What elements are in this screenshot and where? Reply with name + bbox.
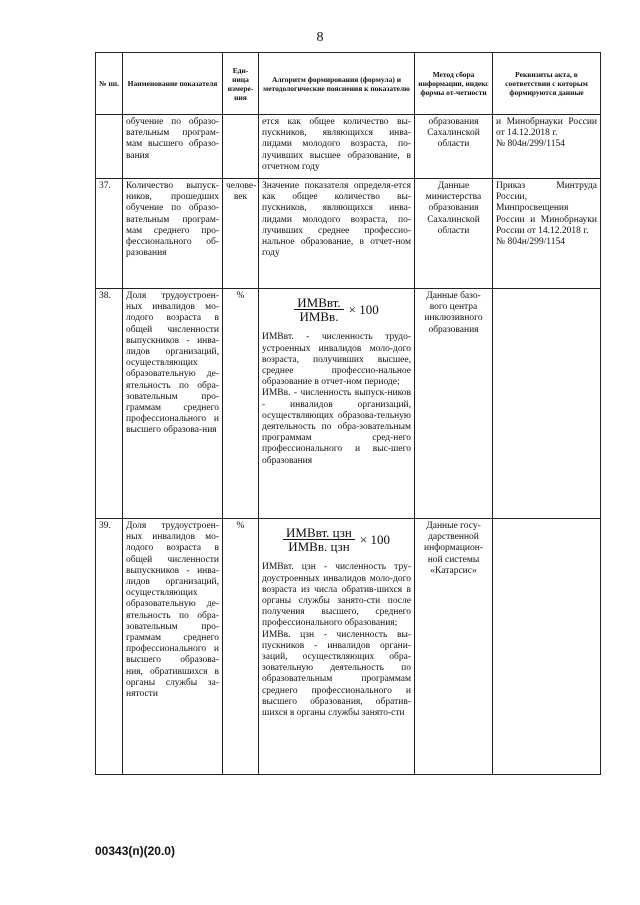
indicator-name: обучение по образо-вательным програм-мам высшего образо-вания	[123, 115, 223, 179]
header-method: Метод сбора информации, индекс формы от-четности	[415, 53, 493, 115]
header-unit: Еди-ница измере-ния	[223, 53, 259, 115]
row-num: 37.	[96, 179, 123, 289]
indicator-method: Данные базо-вого центра инклюзивного образования	[415, 289, 493, 519]
indicator-requisites	[493, 289, 601, 519]
row-num: 39.	[96, 519, 123, 775]
indicator-requisites: Приказ Минтруда России, Минпросвещения России и Минобрнауки России от 14.12.2018 г. № 804н/299/1154	[493, 179, 601, 289]
formula-fraction	[294, 295, 343, 325]
indicator-algorithm: Значение показателя определя-ется как общее количество вы-пускников, являющихся инва-лидами молодого возраста, по-лучивших среднее профессио-нальное образование, в отчет-ном году	[259, 179, 415, 289]
indicator-algorithm-cell	[259, 289, 415, 519]
header-requisites: Реквизиты акта, в соответствии с которым формируются данные	[493, 53, 601, 115]
header-num: № пп.	[96, 53, 123, 115]
indicator-method: Данные госу-дарственной информацион-ной системы «Катарсис»	[415, 519, 493, 775]
header-algorithm: Алгоритм формирования (формула) и методологические пояснения к показателю	[259, 53, 415, 115]
formula-numerator: ИМВвт. цзн	[283, 527, 355, 540]
indicator-unit: %	[223, 289, 259, 519]
table-header-row	[96, 53, 601, 115]
row-num	[96, 115, 123, 179]
table-row	[96, 115, 601, 179]
indicators-table	[95, 52, 601, 775]
formula-multiplier: × 100	[348, 302, 379, 318]
indicator-unit: %	[223, 519, 259, 775]
page-number: 8	[316, 30, 324, 45]
row-num: 38.	[96, 289, 123, 519]
indicator-unit: челове-век	[223, 179, 259, 289]
formula-denominator: ИМВв.	[299, 309, 339, 325]
formula	[262, 295, 411, 325]
formula-numerator: ИМВвт.	[294, 297, 343, 310]
indicator-name: Доля трудоустроен-ных инвалидов мо-лодого возраста в общей численности выпускников - инва-лидов организаций, осуществляющих образовательную де-ятельность по обра-зовательным про-граммам среднего профессионального и высшего образова-ния, обратившихся в органы службы за-нятости	[123, 519, 223, 775]
indicator-requisites	[493, 519, 601, 775]
indicator-algorithm: ИМВвт. - численность трудо-устроенных инвалидов моло-дого возраста, получивших высшее, среднее профессио-нальное образование в отчет-ном периоде; ИМВв. - численность выпуск-ников - инвалидов организаций, осуществляющих образова-тельную деятельность по обра-зовательным программам сред-него профессионального и выс-шего образования	[262, 332, 411, 466]
indicator-algorithm-cell	[259, 519, 415, 775]
formula	[262, 525, 411, 555]
document-code: 00343(п)(20.0)	[95, 844, 175, 858]
indicator-method: Данные министерства образования Сахалинской области	[415, 179, 493, 289]
indicator-requisites: и Минобрнауки России от 14.12.2018 г. № 804н/299/1154	[493, 115, 601, 179]
indicator-algorithm: ется как общее количество вы-пускников, являющихся инва-лидами молодого возраста, по-лучивших высшее образование, в отчетном году	[259, 115, 415, 179]
table-row	[96, 289, 601, 519]
table-row	[96, 519, 601, 775]
indicator-name: Количество выпуск-ников, прошедших обучение по образо-вательным програм-мам среднего про-фессионального об-разования	[123, 179, 223, 289]
header-name: Наименование показателя	[123, 53, 223, 115]
indicator-method: образования Сахалинской области	[415, 115, 493, 179]
formula-fraction	[283, 525, 355, 555]
indicator-algorithm: ИМВвт. цзн - численность тру-доустроенных инвалидов моло-дого возраста из числа обратив-шихся в органы службы занято-сти после получения высшего, среднего профессионального образования; ИМВв. цзн - численность вы-пускников - инвалидов органи-заций, осуществляющих обра-зовательную деятельность по образовательным программам среднего профессионального и высшего образования, обратив-шихся в органы службы занято-сти	[262, 562, 411, 719]
table-row	[96, 179, 601, 289]
formula-denominator: ИМВв. цзн	[288, 539, 350, 555]
indicator-unit	[223, 115, 259, 179]
formula-multiplier: × 100	[359, 532, 390, 548]
indicator-name: Доля трудоустроен-ных инвалидов мо-лодого возраста в общей численности выпускников - инва-лидов организаций, осуществляющих образовательную де-ятельность по обра-зовательным про-граммам среднего профессионального и высшего образова-ния	[123, 289, 223, 519]
